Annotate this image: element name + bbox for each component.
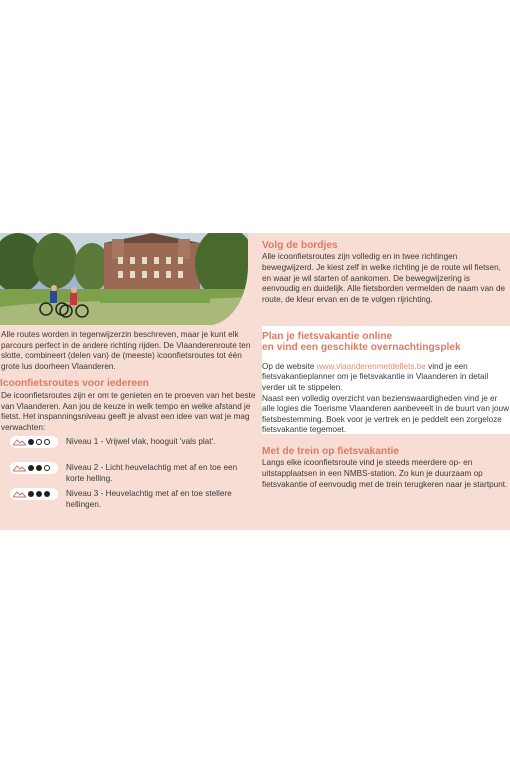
- difficulty-levels: [10, 436, 260, 514]
- dot-empty: [44, 465, 50, 471]
- level-text: Niveau 1 - Vrijwel vlak, hooguit 'vals plat'.: [66, 437, 216, 446]
- bordjes-section: [262, 240, 510, 305]
- castle-cyclists-photo: [0, 233, 248, 325]
- dot-empty: [36, 439, 42, 445]
- plan-section: [262, 326, 510, 434]
- hill-icon: [13, 438, 26, 446]
- dot-filled: [28, 465, 34, 471]
- dot-filled: [28, 491, 34, 497]
- plan-text-before-link: Op de website: [262, 361, 317, 371]
- bordjes-paragraph: Alle icoonfietsroutes zijn volledig en in twee richtingen bewegwijzerd. Je kiest zelf in welke richting je de route wil fietsen, en waar je wil starten of aankomen. De bewegwijzering is eenvoudig en duidelijk. Alle fietsborden vermelden de naam van de route, de kleur ervan en de te volgen rijrichting.: [262, 252, 506, 304]
- trein-paragraph: Langs elke icoonfietsroute vind je steeds meerdere op- en uitstapplaatsen in een NMBS-station. Zo kun je duurzaam op fietsvakantie of eenvoudig met de trein terugkeren naar je startpunt.: [262, 458, 508, 489]
- level-badge: [10, 436, 58, 448]
- icoonfietsroutes-heading: Icoonfietsroutes voor iedereen: [0, 378, 149, 389]
- icoonfietsroutes-paragraph: De icoonfietsroutes zijn er om te genieten en te proeven van het beste van Vlaanderen. Aan jou de keuze in welk tempo en welke afstand je fietst. Het inspanningsniveau geeft je alvast een idee van wat je mag verwachten:: [1, 391, 256, 432]
- dot-filled: [36, 465, 42, 471]
- bordjes-heading: Volg de bordjes: [262, 240, 338, 251]
- left-column: [0, 330, 256, 432]
- level-1: [10, 436, 260, 462]
- level-text: Niveau 2 - Licht heuvelachtig met af en toe een korte helling.: [66, 463, 238, 483]
- level-3: [10, 488, 260, 514]
- dot-filled: [36, 491, 42, 497]
- plan-heading-line2: en vind een geschikte overnachtingsplek: [262, 342, 461, 354]
- trein-heading: Met de trein op fietsvakantie: [262, 446, 399, 457]
- plan-text-after-link: vind je een fietsvakantieplanner om je fietsvakantie in Vlaanderen in detail verder uit te stippelen.: [262, 361, 489, 392]
- dot-filled: [44, 491, 50, 497]
- trein-section: [262, 446, 510, 490]
- plan-heading-line1: Plan je fietsvakantie online: [262, 331, 393, 342]
- level-2: [10, 462, 260, 488]
- hill-icon: [13, 464, 26, 472]
- level-badge: [10, 488, 58, 500]
- hill-icon: [13, 490, 26, 498]
- photo-illustration: [0, 233, 248, 325]
- level-text: Niveau 3 - Heuvelachtig met af en toe stellere hellingen.: [66, 489, 232, 509]
- level-badge: [10, 462, 58, 474]
- plan-paragraph-2: Naast een volledig overzicht van bezienswaardigheden vind je er alle logies die Toerisme Vlaanderen aanbeveelt in de buurt van jouw fietsbestemming. Boek voor je vertrek en je peddelt een zorgeloze fietsvakantie tegemoet.: [262, 393, 509, 435]
- dot-empty: [44, 439, 50, 445]
- intro-paragraph: Alle routes worden in tegenwijzerzin beschreven, maar je kunt elk parcours perfect in de andere richting rijden. De Vlaanderenroute ten slotte, combineert (delen van) de (meeste) icoonfietsroutes tot één grote lus doorheen Vlaanderen.: [1, 330, 251, 371]
- website-link[interactable]: www.vlaanderenmetdefiets.be: [316, 361, 426, 371]
- plan-paragraph: [262, 362, 510, 394]
- dot-filled: [28, 439, 34, 445]
